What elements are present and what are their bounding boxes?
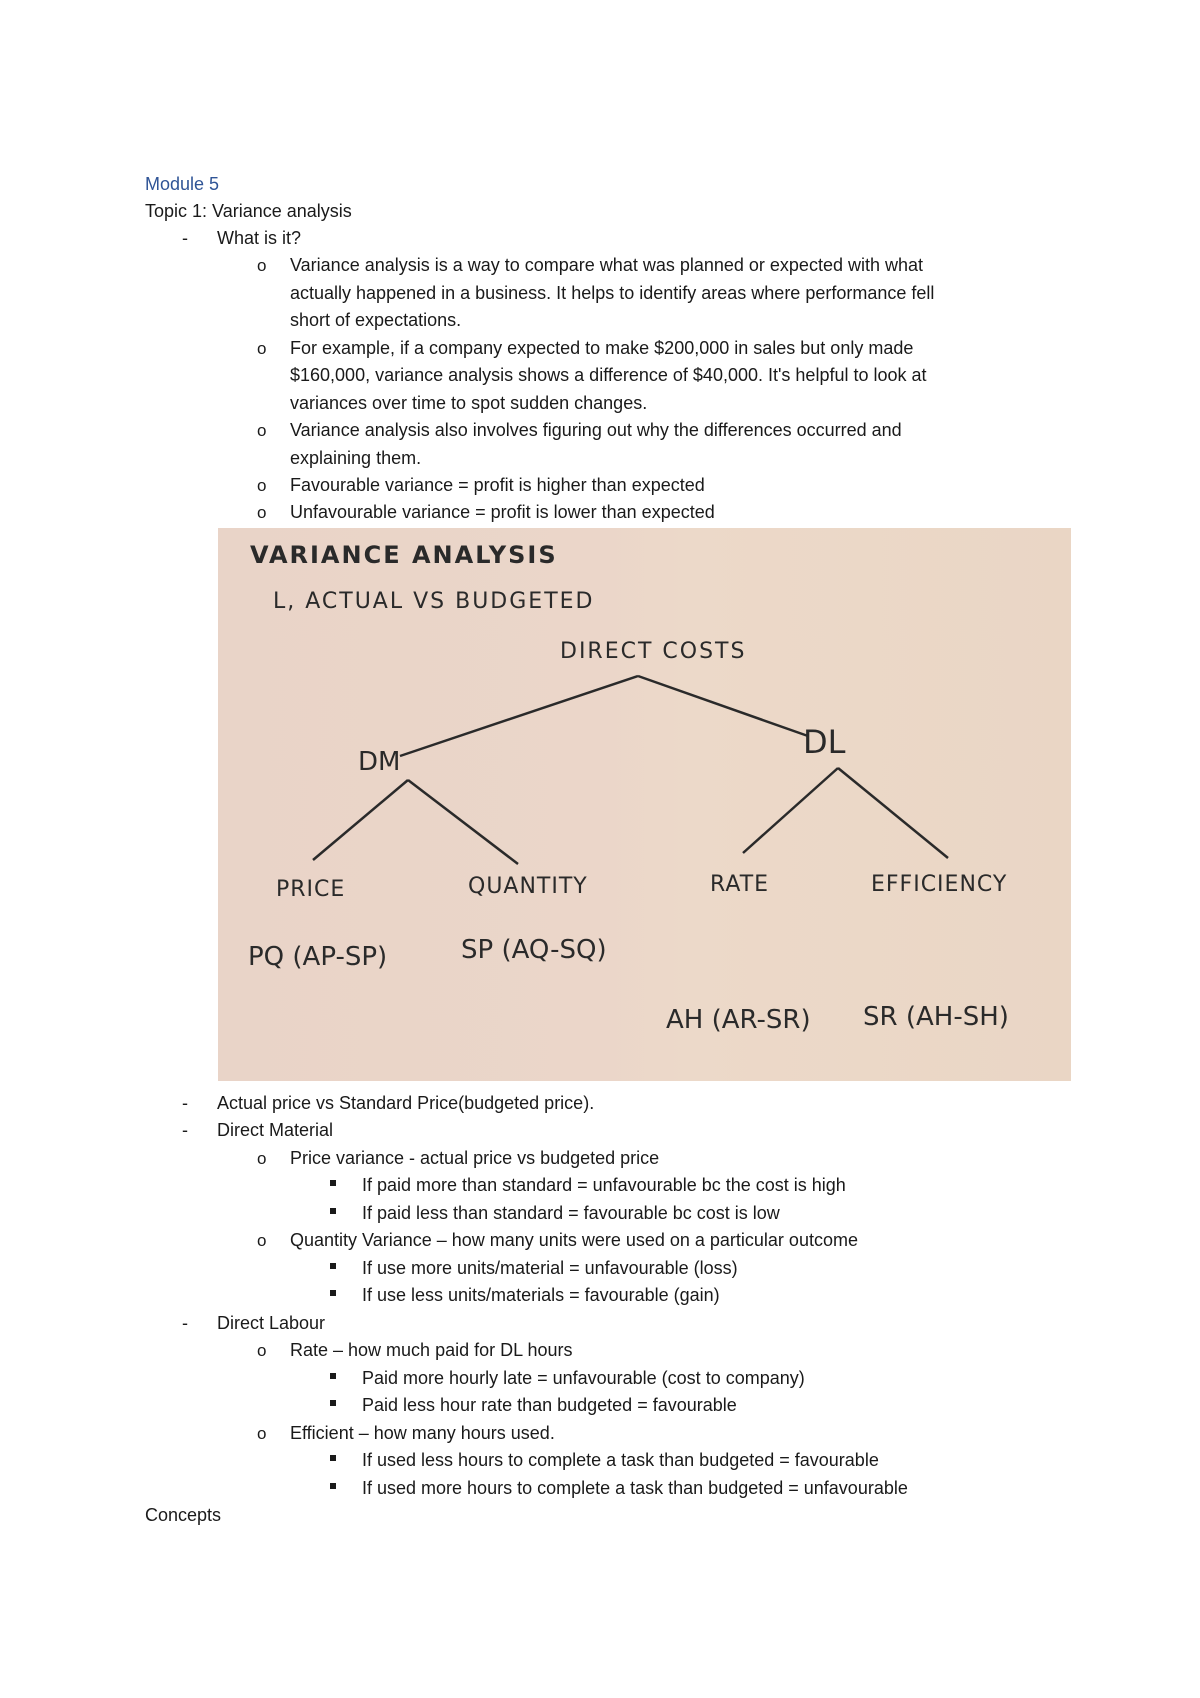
eff-item-1: If used less hours to complete a task than budgeted = favourable xyxy=(362,1450,879,1470)
point-3-line-2: explaining them. xyxy=(290,448,422,468)
handwritten-diagram-photo xyxy=(218,528,1071,1081)
topic-heading: Topic 1: Variance analysis xyxy=(145,201,352,221)
edge-dl-efficiency xyxy=(838,768,948,858)
square-bullet xyxy=(330,1455,336,1461)
circle-bullet: o xyxy=(257,256,267,275)
direct-material-label: Direct Material xyxy=(217,1120,334,1140)
formula-rate: AH (AR-SR) xyxy=(666,1005,811,1035)
circle-bullet: o xyxy=(257,339,267,358)
diagram-leaf-quantity: QUANTITY xyxy=(468,874,588,899)
square-bullet xyxy=(330,1263,336,1269)
point-2-line-2: $160,000, variance analysis shows a difference of $40,000. It's helpful to look at xyxy=(290,365,927,385)
diagram-subtitle: L, ACTUAL VS BUDGETED xyxy=(273,589,595,614)
actual-vs-standard: Actual price vs Standard Price(budgeted price). xyxy=(217,1093,595,1113)
circle-bullet: o xyxy=(257,1424,267,1443)
edge-dm-quantity xyxy=(408,780,518,864)
edge-root-dm xyxy=(400,676,638,756)
edge-root-dl xyxy=(638,676,808,736)
point-2-line-1: For example, if a company expected to make $200,000 in sales but only made xyxy=(290,338,914,358)
rate-item-2: Paid less hour rate than budgeted = favourable xyxy=(362,1395,737,1415)
circle-bullet: o xyxy=(257,1149,267,1168)
pv-item-1: If paid more than standard = unfavourable bc the cost is high xyxy=(362,1175,846,1195)
circle-bullet: o xyxy=(257,476,267,495)
square-bullet xyxy=(330,1290,336,1296)
circle-bullet: o xyxy=(257,1341,267,1360)
variance-tree-diagram xyxy=(218,528,1071,1081)
quantity-variance: Quantity Variance – how many units were used on a particular outcome xyxy=(290,1230,858,1250)
dash-bullet: - xyxy=(182,1120,188,1140)
square-bullet xyxy=(330,1208,336,1214)
formula-price: PQ (AP-SP) xyxy=(248,942,388,972)
dash-bullet: - xyxy=(182,228,188,248)
rate-label: Rate – how much paid for DL hours xyxy=(290,1340,573,1360)
direct-labour-label: Direct Labour xyxy=(217,1313,326,1333)
diagram-node-dm: DM xyxy=(358,747,401,777)
diagram-leaf-rate: RATE xyxy=(710,872,770,897)
circle-bullet: o xyxy=(257,421,267,440)
concepts-heading: Concepts xyxy=(145,1505,222,1525)
what-is-it-label: What is it? xyxy=(217,228,302,248)
edge-dl-rate xyxy=(743,768,838,853)
edge-dm-price xyxy=(313,780,408,860)
circle-bullet: o xyxy=(257,503,267,522)
dash-bullet: - xyxy=(182,1093,188,1113)
diagram-node-dl: DL xyxy=(803,723,846,761)
point-1-line-1: Variance analysis is a way to compare what was planned or expected with what xyxy=(290,255,923,275)
square-bullet xyxy=(330,1400,336,1406)
square-bullet xyxy=(330,1180,336,1186)
module-heading: Module 5 xyxy=(145,174,220,194)
dash-bullet: - xyxy=(182,1313,188,1333)
rate-item-1: Paid more hourly late = unfavourable (cost to company) xyxy=(362,1368,805,1388)
formula-quantity: SP (AQ-SQ) xyxy=(461,935,607,965)
point-1-line-3: short of expectations. xyxy=(290,310,462,330)
diagram-root: DIRECT COSTS xyxy=(560,639,747,664)
point-3-line-1: Variance analysis also involves figuring out why the differences occurred and xyxy=(290,420,902,440)
square-bullet xyxy=(330,1373,336,1379)
diagram-title: VARIANCE ANALYSIS xyxy=(250,541,558,569)
point-2-line-3: variances over time to spot sudden changes. xyxy=(290,393,648,413)
square-bullet xyxy=(330,1483,336,1489)
diagram-leaf-price: PRICE xyxy=(276,877,346,902)
qv-item-1: If use more units/material = unfavourable (loss) xyxy=(362,1258,738,1278)
formula-efficiency: SR (AH-SH) xyxy=(863,1002,1009,1032)
circle-bullet: o xyxy=(257,1231,267,1250)
diagram-leaf-efficiency: EFFICIENCY xyxy=(871,872,1008,897)
pv-item-2: If paid less than standard = favourable bc cost is low xyxy=(362,1203,780,1223)
qv-item-2: If use less units/materials = favourable (gain) xyxy=(362,1285,720,1305)
price-variance: Price variance - actual price vs budgeted price xyxy=(290,1148,660,1168)
efficient-label: Efficient – how many hours used. xyxy=(290,1423,555,1443)
eff-item-2: If used more hours to complete a task than budgeted = unfavourable xyxy=(362,1478,908,1498)
point-4: Favourable variance = profit is higher than expected xyxy=(290,475,705,495)
tree-connectors xyxy=(313,676,948,864)
point-5: Unfavourable variance = profit is lower than expected xyxy=(290,502,715,522)
point-1-line-2: actually happened in a business. It helps to identify areas where performance fell xyxy=(290,283,935,303)
